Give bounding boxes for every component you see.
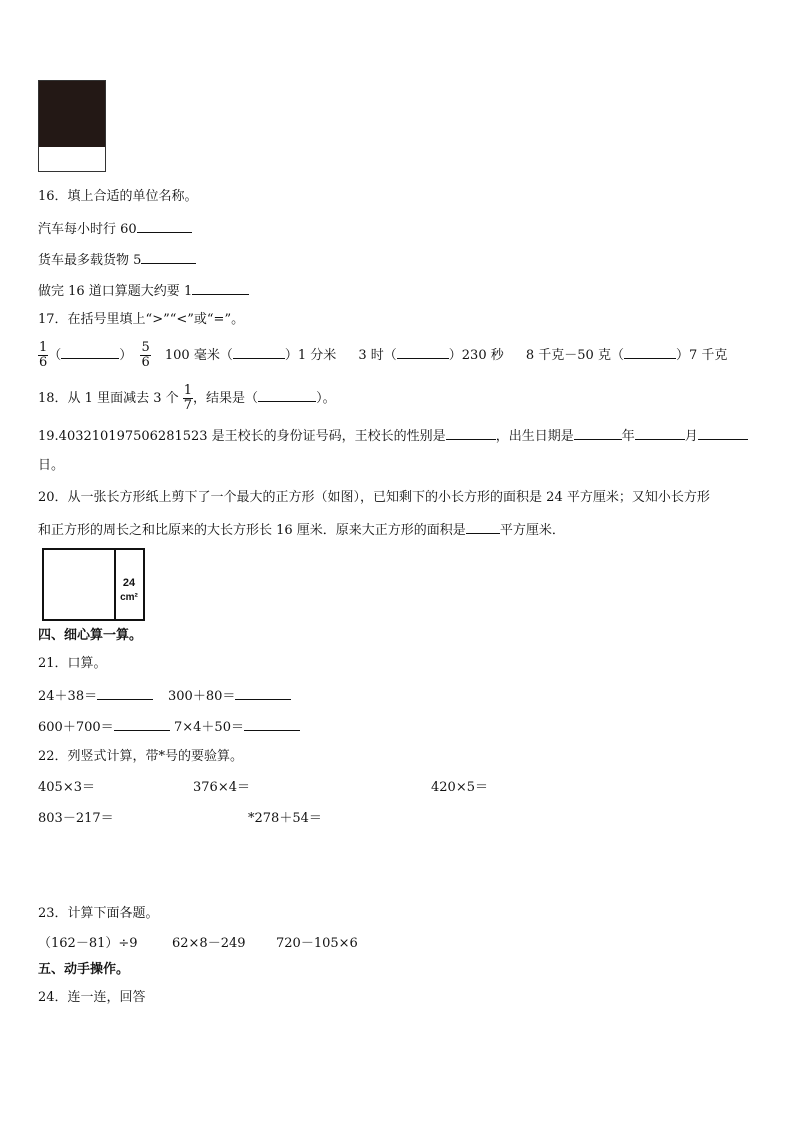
q16-title: 16．填上合适的单位名称。 [38,189,198,204]
q17-item3-b: ）230 秒 [448,348,504,363]
q18-blank[interactable] [258,389,316,402]
shaded-portion [39,81,105,147]
q17-item1-close: ） [119,348,133,363]
q17-item2-a: 100 毫米（ [164,348,233,363]
q17-blank3[interactable] [397,346,449,359]
q20-area-unit: cm² [120,592,138,603]
q18-text-c: ）。 [316,391,336,406]
q17-fraction-1 [38,341,48,370]
q18-row [38,382,336,416]
q17-item4-b: ）7 千克 [675,348,728,363]
q21-expr4 [174,718,300,736]
q22-expr4: 803－217＝ [38,811,114,826]
q19-blank-month[interactable] [635,427,685,440]
q20-rectangle-figure [42,548,146,622]
q21-expr4-text: 7×4＋50＝ [174,720,244,735]
q16-line2 [38,251,196,269]
q16-line1-text: 汽车每小时行 60 [38,222,137,237]
q19-text-d: 月 [684,429,698,444]
q21-expr1 [38,687,153,705]
q17-title: 17．在括号里填上“>”“<”或“=”。 [38,312,245,327]
q19-text-a: 19.403210197506281523 是王校长的身份证号码，王校长的性别是 [38,429,446,444]
q17-item1-open: （ [48,348,62,363]
q22-expr5: *278＋54＝ [248,811,322,826]
q19-text-c: 年 [621,429,635,444]
q16-line3 [38,282,249,300]
q16-line1 [38,220,192,238]
q19-line2: 日。 [38,458,65,473]
q19-blank-gender[interactable] [446,427,496,440]
shaded-bar-figure [38,80,106,172]
q20-line1: 20．从一张长方形纸上剪下了一个最大的正方形（如图），已知剩下的小长方形的面积是 24 平方厘米；又知小长方形 [38,490,710,505]
q17-f1-numerator: 1 [39,340,48,355]
q18-denominator: 7 [183,398,193,413]
q17-item4-a: 8 千克－50 克（ [525,348,624,363]
q21-blank3[interactable] [114,718,170,731]
q17-blank2[interactable] [233,346,285,359]
q20-line2-a: 和正方形的周长之和比原来的大长方形长 16 厘米．原来大正方形的面积是 [38,523,466,538]
q17-blank4[interactable] [624,346,676,359]
q16-line2-text: 货车最多载货物 5 [38,253,142,268]
q17-row [38,339,727,373]
q23-expr2: 62×8－249 [172,936,246,951]
q16-blank2[interactable] [141,251,196,264]
q17-f1-denominator: 6 [39,355,48,370]
q19-text-b: ，出生日期是 [495,429,574,444]
q16-blank3[interactable] [192,282,249,295]
q20-line2 [38,521,565,539]
q20-area-value: 24 [122,577,136,589]
q19-line1 [38,427,748,445]
q21-blank2[interactable] [235,687,291,700]
q17-f2-numerator: 5 [141,340,150,355]
q21-expr2-text: 300＋80＝ [168,689,236,704]
section5-title: 五、动手操作。 [38,962,130,977]
q18-numerator: 1 [183,383,193,398]
q21-blank1[interactable] [97,687,153,700]
q19-blank-day[interactable] [698,427,748,440]
q21-title: 21．口算。 [38,656,107,671]
q21-blank4[interactable] [244,718,300,731]
q17-item2-b: ）1 分米 [284,348,337,363]
q17-item3-a: 3 时（ [358,348,397,363]
q21-expr3-text: 600＋700＝ [38,720,114,735]
q18-text-a: 18．从 1 里面减去 3 个 [38,391,179,406]
q20-blank[interactable] [466,521,500,534]
section4-title: 四、细心算一算。 [38,628,143,643]
q21-expr2 [168,687,291,705]
q23-expr3: 720－105×6 [276,936,358,951]
q22-title: 22．列竖式计算，带*号的要验算。 [38,749,244,764]
q22-expr1: 405×3＝ [38,780,95,795]
q22-expr3: 420×5＝ [431,780,488,795]
q24-title: 24．连一连，回答 [38,990,146,1005]
q20-line2-b: 平方厘米． [499,523,565,538]
q22-expr2: 376×4＝ [193,780,250,795]
q23-expr1: （162－81）÷9 [38,936,138,951]
q21-expr3 [38,718,170,736]
q21-expr1-text: 24＋38＝ [38,689,98,704]
q17-fraction-2 [140,341,150,370]
q17-blank1[interactable] [61,346,119,359]
q16-blank1[interactable] [137,220,192,233]
q18-text-b: ，结果是（ [193,391,259,406]
q16-line3-text: 做完 16 道口算题大约要 1 [38,284,193,299]
q19-blank-year[interactable] [574,427,622,440]
q18-fraction [183,384,193,413]
q17-f2-denominator: 6 [141,355,150,370]
q23-title: 23．计算下面各题。 [38,906,159,921]
